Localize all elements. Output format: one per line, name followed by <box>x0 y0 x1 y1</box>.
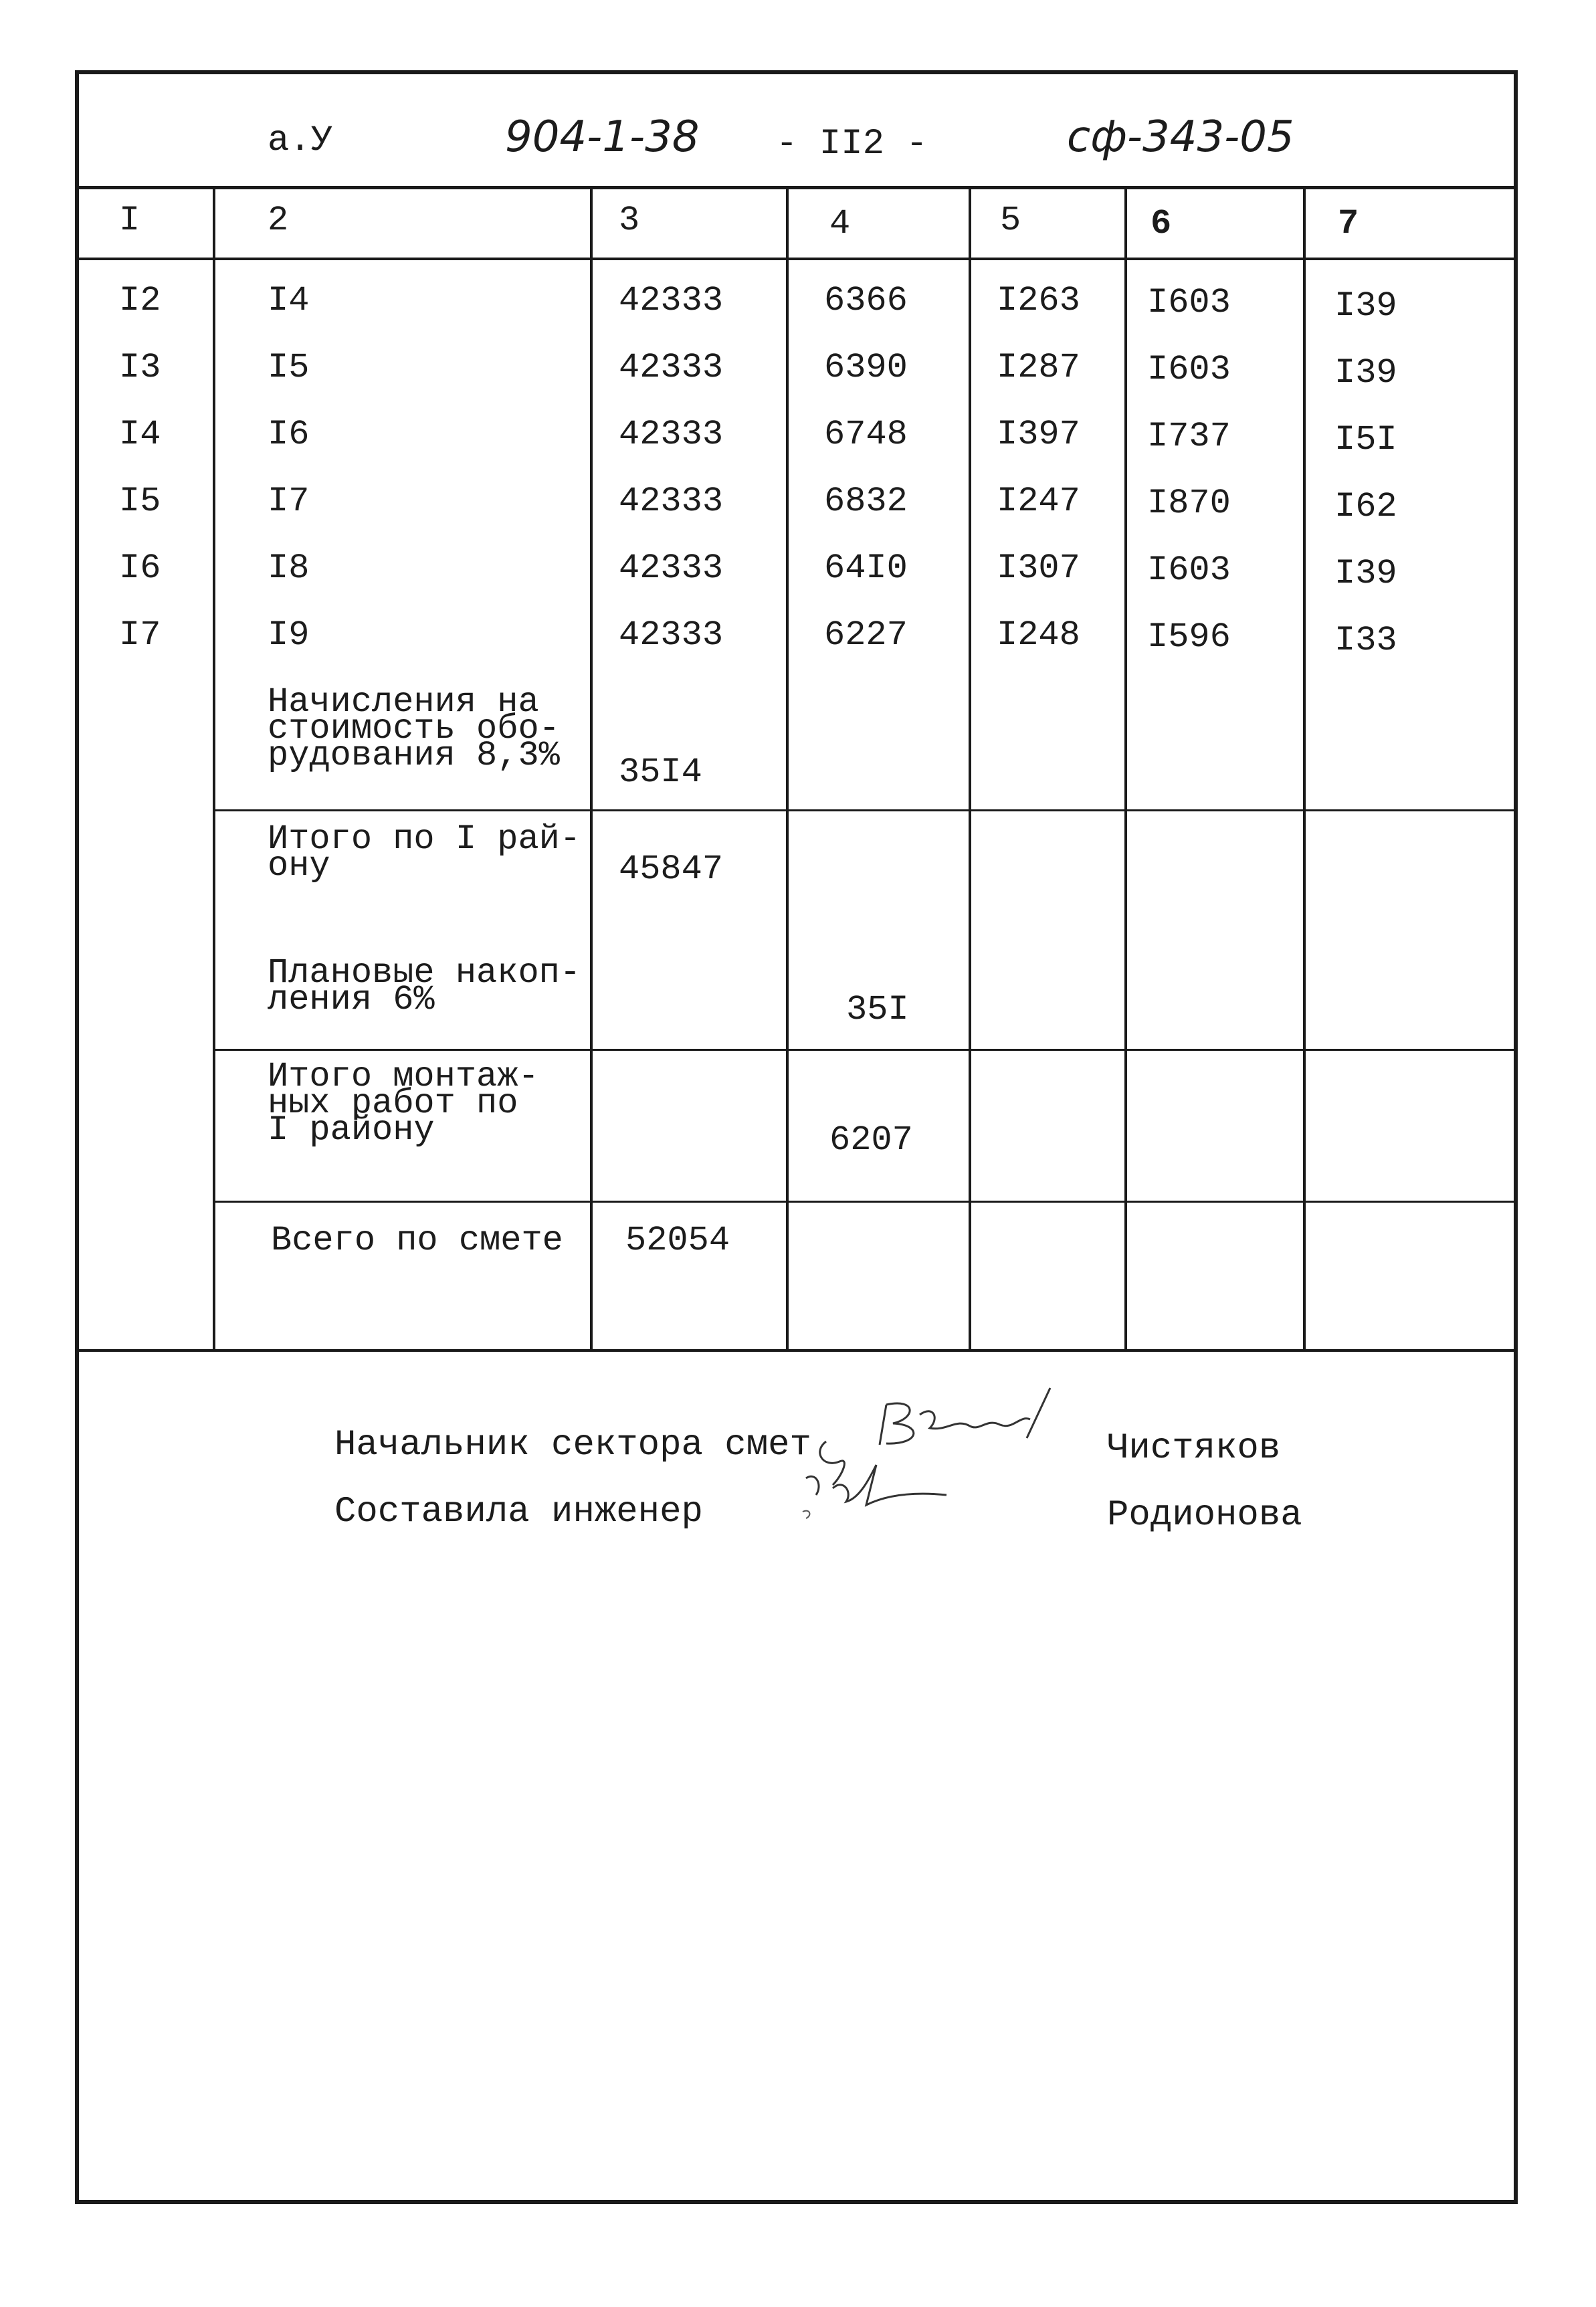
cell-r2-c2: I5 <box>268 348 310 387</box>
planned-savings-value: 35I <box>846 990 909 1029</box>
header-prefix: а.У <box>268 120 333 161</box>
equipment-charges-value: 35I4 <box>619 753 702 792</box>
cell-r6-c3: 42333 <box>619 615 724 655</box>
row-rule-installation <box>215 1201 1514 1203</box>
cell-r2-c7: I39 <box>1334 353 1397 393</box>
document-code: сф-343-05 <box>1067 112 1294 162</box>
cell-r3-c7: I5I <box>1334 420 1397 460</box>
total-district-label: Итого по I рай- ону <box>268 819 581 886</box>
head-name: Чистяков <box>1107 1428 1281 1469</box>
cell-r1-c2: I4 <box>268 281 310 320</box>
cell-r2-c6: I603 <box>1147 350 1231 389</box>
header-top-rule <box>79 186 1514 189</box>
cell-r6-c7: I33 <box>1334 621 1397 660</box>
column-header-2: 2 <box>268 201 289 240</box>
cell-r1-c7: I39 <box>1334 286 1397 326</box>
engineer-title: Составила инженер <box>334 1492 703 1532</box>
column-divider-5 <box>1124 187 1127 1351</box>
cell-r6-c4: 6227 <box>824 615 908 655</box>
grand-total-label: Всего по смете <box>271 1221 563 1260</box>
column-header-6: 6 <box>1151 204 1172 243</box>
cell-r6-c2: I9 <box>268 615 310 655</box>
cell-r5-c7: I39 <box>1334 554 1397 593</box>
grand-total-value: 52054 <box>625 1221 730 1260</box>
cell-r4-c4: 6832 <box>824 482 908 521</box>
project-code: 904-1-38 <box>505 112 700 162</box>
equipment-charges-label: Начисления на стоимость обо- рудования 8,3% <box>268 682 560 775</box>
total-installation-value: 6207 <box>829 1120 913 1160</box>
column-header-3: 3 <box>619 201 640 240</box>
total-installation-label: Итого монтаж- ных работ по I району <box>268 1057 539 1150</box>
column-header-1: I <box>119 201 140 240</box>
handwritten-signature <box>786 1378 1120 1525</box>
column-header-5: 5 <box>1000 201 1021 240</box>
column-divider-6 <box>1303 187 1306 1351</box>
cell-r6-c5: I248 <box>997 615 1080 655</box>
cell-r5-c6: I603 <box>1147 550 1231 590</box>
cell-r2-c1: I3 <box>119 348 161 387</box>
cell-r5-c3: 42333 <box>619 548 724 588</box>
cell-r1-c6: I603 <box>1147 283 1231 322</box>
row-rule-equipment <box>215 809 1514 811</box>
total-district-value: 45847 <box>619 849 724 889</box>
cell-r1-c3: 42333 <box>619 281 724 320</box>
cell-r3-c4: 6748 <box>824 415 908 454</box>
cell-r4-c3: 42333 <box>619 482 724 521</box>
cell-r4-c6: I870 <box>1147 484 1231 523</box>
cell-r2-c3: 42333 <box>619 348 724 387</box>
cell-r5-c1: I6 <box>119 548 161 588</box>
cell-r3-c2: I6 <box>268 415 310 454</box>
engineer-name: Родионова <box>1107 1495 1302 1536</box>
column-divider-1 <box>213 187 215 1351</box>
column-header-4: 4 <box>829 204 851 243</box>
cell-r4-c2: I7 <box>268 482 310 521</box>
cell-r3-c6: I737 <box>1147 417 1231 456</box>
row-rule-savings <box>215 1049 1514 1051</box>
cell-r3-c3: 42333 <box>619 415 724 454</box>
page-number: - II2 - <box>776 124 928 165</box>
cell-r1-c5: I263 <box>997 281 1080 320</box>
cell-r6-c6: I596 <box>1147 617 1231 657</box>
cell-r1-c1: I2 <box>119 281 161 320</box>
cell-r2-c4: 6390 <box>824 348 908 387</box>
planned-savings-label: Плановые накоп- ления 6% <box>268 953 581 1019</box>
cell-r5-c2: I8 <box>268 548 310 588</box>
column-divider-2 <box>590 187 593 1351</box>
table-bottom-rule <box>79 1349 1514 1352</box>
cell-r5-c5: I307 <box>997 548 1080 588</box>
cell-r1-c4: 6366 <box>824 281 908 320</box>
column-header-7: 7 <box>1338 204 1359 243</box>
cell-r2-c5: I287 <box>997 348 1080 387</box>
column-header-rule <box>79 258 1514 260</box>
column-divider-3 <box>786 187 789 1351</box>
column-divider-4 <box>969 187 971 1351</box>
cell-r3-c1: I4 <box>119 415 161 454</box>
cell-r6-c1: I7 <box>119 615 161 655</box>
cell-r5-c4: 64I0 <box>824 548 908 588</box>
cell-r3-c5: I397 <box>997 415 1080 454</box>
cell-r4-c5: I247 <box>997 482 1080 521</box>
cell-r4-c1: I5 <box>119 482 161 521</box>
cell-r4-c7: I62 <box>1334 487 1397 526</box>
head-title: Начальник сектора смет <box>334 1425 811 1466</box>
